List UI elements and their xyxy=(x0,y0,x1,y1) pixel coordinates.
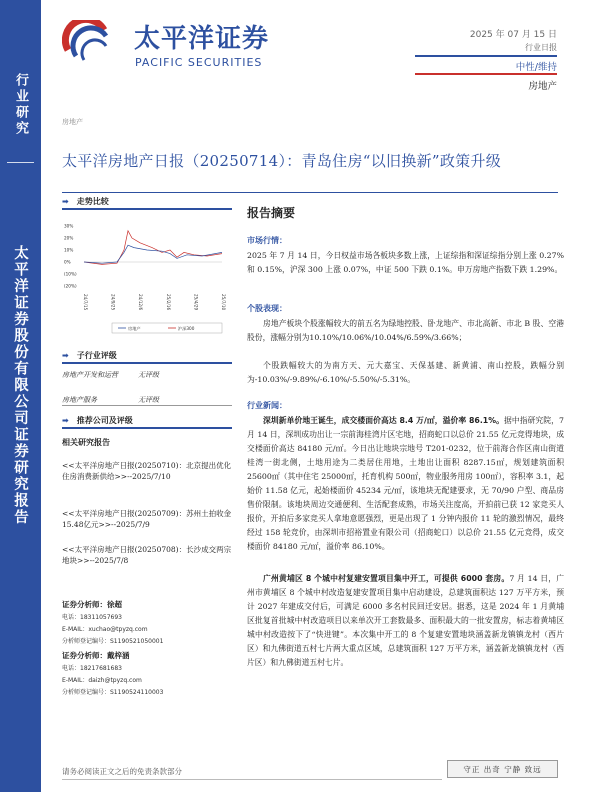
title-divider xyxy=(62,192,558,193)
news-headline: 广州黄埔区 8 个城中村复建安置项目集中开工，可提供 6000 套房。 xyxy=(263,574,510,583)
analyst-name: 证券分析师：徐超 xyxy=(62,600,122,609)
analyst-phone: 电话：18311057693 xyxy=(62,614,122,621)
series-line-real-estate xyxy=(84,231,222,265)
y-tick-label: (20%) xyxy=(64,283,77,289)
arrow-right-icon: ➡ xyxy=(62,416,69,425)
trend-heading xyxy=(62,196,109,207)
header-blue-rule xyxy=(415,55,557,57)
strip-company-label: 太平洋证券股份有限公司证券研究报告 xyxy=(12,245,29,526)
report-type: 行业日报 xyxy=(525,43,557,52)
trend-chart xyxy=(62,212,232,342)
analyst-email[interactable]: E-MAIL：daizh@tpyzq.com xyxy=(62,677,142,684)
strip-divider xyxy=(7,162,34,163)
recommend-heading xyxy=(62,415,133,426)
x-tick-label: 25/7/10 xyxy=(221,294,226,311)
news-item-shenzhen xyxy=(247,414,564,554)
news-heading: 行业新闻： xyxy=(247,401,287,410)
news-body: 7 月 14 日，广州市黄埔区 8 个城中村改造复建安置项目集中启动建设，总建筑面积达 127 万平方米，预计 2027 年建成交付后，可满足 6000 多名村民回迁安居。据悉，这是 2024 年 1 月黄埔区批复首批城中村改造项目以来单次开工套数最多、面积最大的一批安置房，标志着黄埔区城中村改造按下了“快进键”。本次集中开工的 8 个复建安置地块涵盖新龙镇镇龙村（西片区）和九佛街道五村七片两大重点区域，总建筑面积 127 万平方米，涵盖新龙镇镇龙村（西片区）和九佛街道五村七片。 xyxy=(247,574,564,667)
sub-rating-heading-label: 子行业评级 xyxy=(76,351,117,360)
x-tick-label: 24/9/25 xyxy=(110,294,116,311)
arrow-right-icon: ➡ xyxy=(62,351,69,360)
sub-rating-row xyxy=(62,395,232,405)
breadcrumb: 房地产 xyxy=(62,118,83,126)
market-paragraph: 2025 年 7 月 14 日，今日权益市场各板块多数上涨，上证综指和深证综指分别上涨 0.27%和 0.15%，沪深 300 上涨 0.07%，中证 500 下跌 0.1%。申万房地产指数下跌 1.29%。 xyxy=(247,251,564,274)
logo-chinese-name: 太平洋证券 xyxy=(134,24,270,54)
sub-rating-bottom-rule xyxy=(62,405,232,406)
recommend-rule xyxy=(62,427,232,429)
news-body: 据中指研究院，7 月 14 日，深圳成功出让一宗前海桂湾片区宅地，招商蛇口以总价 21.55 亿元竞得地块，成交楼面价高达 84180 元/㎡。今日出让地块宗地号 T201-0232，位于前海合作区南山街道桂湾一街北侧，土地用途为二类居住用地，土地出让面积 8287.15㎡，规划建筑面积 25600㎡（其中住宅 25000㎡，托育机构 500㎡，物业服务用房 100㎡），容积率 3.1，起始价 11.58 亿元，起始楼面价 45234 元/㎡，该地块无配建要求，无 70/90 户型、商品房售价限制。该地块周边交通便利、生活配套成熟，市场关注度高，开拍前已获 12 家竞买人报价，开拍后多家竞买人拿地意愿强烈，更是出现了 1 分钟内报价 11 轮的激烈情况，最终经过 158 轮竞价，由深圳市招裕置业有限公司（招商蛇口）以总价 21.55 亿元竞得，成交楼面价 84180 元/㎡，溢价率 86.10%。 xyxy=(247,416,564,551)
x-tick-label: 25/2/16 xyxy=(165,294,171,311)
related-research-heading: 相关研究报告 xyxy=(62,438,110,447)
sub-rating-value: 无评级 xyxy=(138,371,159,379)
summary-title: 报告摘要 xyxy=(247,206,296,220)
analyst-phone: 电话：18217681683 xyxy=(62,665,122,672)
x-tick-label: 24/7/15 xyxy=(83,294,88,311)
footer-disclaimer: 请务必阅读正文之后的免责条款部分 xyxy=(62,767,182,776)
analyst-cert: 分析师登记编号：S1190524110003 xyxy=(62,689,164,696)
stocks-gainers-paragraph: 房地产板块个股涨幅较大的前五名为绿地控股、卧龙地产、市北高新、市北 B 股、空港股份，涨幅分别为10.10%/10.06%/10.04%/6.59%/3.66%； xyxy=(247,319,564,342)
related-report-link[interactable]: <<太平洋房地产日报(20250708)：长沙成交两宗地块>>--2025/7/8 xyxy=(62,545,232,565)
trend-rule xyxy=(62,208,232,210)
y-tick-label: (10%) xyxy=(64,271,77,277)
y-tick-label: 20% xyxy=(64,235,74,241)
y-tick-label: 30% xyxy=(64,223,74,229)
footer-rule xyxy=(62,779,442,780)
trend-heading-label: 走势比较 xyxy=(76,197,109,206)
x-tick-label: 25/4/29 xyxy=(193,294,199,311)
analyst-email[interactable]: E-MAIL：xuchao@tpyzq.com xyxy=(62,626,148,633)
report-date: 2025 年 07 月 15 日 xyxy=(469,30,557,40)
analyst-cert: 分析师登记编号：S1190521050001 xyxy=(62,638,164,645)
left-side-strip xyxy=(0,0,41,792)
industry-rating: 中性/维持 xyxy=(515,62,557,73)
strip-category-label: 行业研究 xyxy=(13,73,28,137)
stocks-losers-paragraph: 个股跌幅较大的为南方天、元大嘉宝、天保基建、新黄浦、南山控股，跌幅分别为-10.03%/-9.89%/-6.10%/-5.50%/-5.31%。 xyxy=(247,361,564,384)
sub-rating-name: 房地产开发和运营 xyxy=(62,371,118,379)
company-logo-icon xyxy=(62,20,114,62)
recommend-heading-label: 推荐公司及评级 xyxy=(76,416,133,425)
industry-name: 房地产 xyxy=(528,81,557,92)
sub-rating-rule xyxy=(62,362,232,364)
header-red-rule xyxy=(415,73,557,75)
news-headline: 深圳新单价地王诞生，成交楼面价高达 8.4 万/㎡，溢价率 86.1%。 xyxy=(263,416,504,425)
analyst-name: 证券分析师：戴梓涵 xyxy=(62,651,130,660)
sub-rating-value: 无评级 xyxy=(138,396,159,404)
footer-motto: 守正 出奇 宁静 致远 xyxy=(463,765,542,774)
logo-english-name: PACIFIC SECURITIES xyxy=(135,56,263,69)
legend-label-real-estate: 房地产 xyxy=(128,326,141,331)
sub-rating-heading xyxy=(62,350,117,361)
report-title: 太平洋房地产日报（20250714）：青岛住房“以旧换新”政策升级 xyxy=(62,152,502,170)
news-item-guangzhou xyxy=(247,572,564,670)
sub-rating-name: 房地产服务 xyxy=(62,396,97,404)
stocks-heading: 个股表现： xyxy=(247,304,287,313)
y-tick-label: 10% xyxy=(64,247,74,253)
legend-label-csi300: 沪深300 xyxy=(178,326,195,331)
market-heading: 市场行情： xyxy=(247,236,287,245)
sub-rating-row xyxy=(62,370,232,394)
arrow-right-icon: ➡ xyxy=(62,197,69,206)
x-tick-label: 24/12/6 xyxy=(138,294,144,311)
related-report-link[interactable]: <<太平洋房地产日报(20250709)：苏州土拍收金15.48亿元>>--2025/7/9 xyxy=(62,509,232,529)
related-report-link[interactable]: <<太平洋房地产日报(20250710)：北京提出优化住房消费新供给>>--2025/7/10 xyxy=(62,461,232,481)
y-tick-label: 0% xyxy=(64,259,71,265)
